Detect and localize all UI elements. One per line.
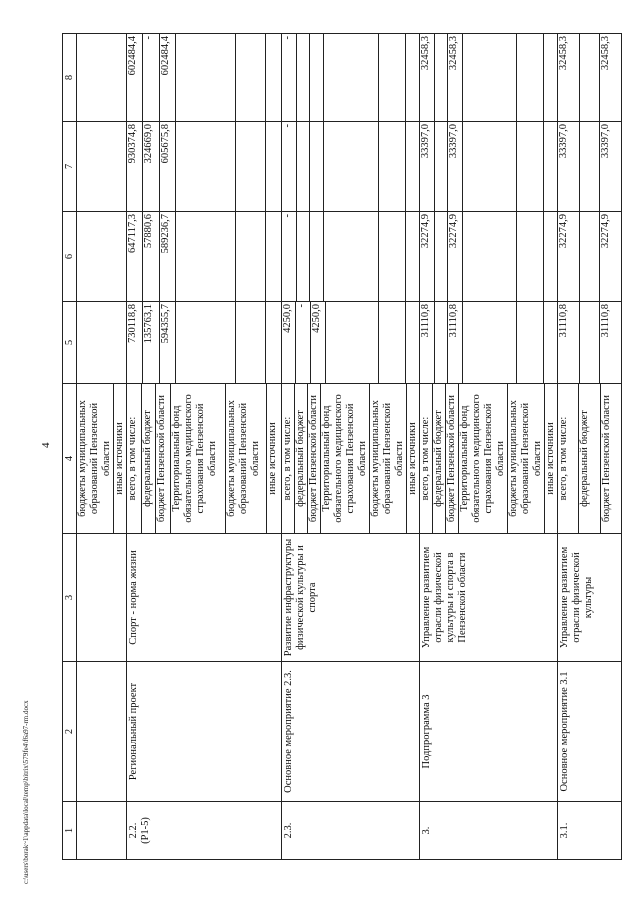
source-row [433, 384, 446, 533]
value-cell [266, 212, 281, 301]
value-column [127, 302, 282, 384]
source-label: Территориальный фонд обязательного медицинского страхования Пензенской области [321, 384, 370, 533]
source-row [407, 384, 420, 533]
value-row [266, 212, 281, 301]
value-column [282, 122, 420, 212]
value-column [127, 212, 282, 302]
budget-table [62, 33, 622, 860]
value-row [296, 122, 310, 211]
value-column [282, 212, 420, 302]
values-col-5 [558, 302, 621, 383]
value-cell [516, 122, 543, 211]
program-row [420, 34, 558, 860]
value-cell [462, 302, 516, 383]
value-row [378, 122, 405, 211]
value-row [448, 122, 463, 211]
value-row [236, 212, 266, 301]
value-row [434, 34, 448, 121]
header-cell: 7 [63, 122, 77, 212]
value-cell [175, 212, 235, 301]
value-cell [462, 212, 516, 301]
empty-cell [77, 802, 127, 860]
header-cell: 1 [63, 802, 77, 860]
value-row [143, 122, 159, 211]
value-row [296, 34, 310, 121]
value-row [516, 122, 543, 211]
source-row [225, 384, 267, 533]
item-title: Управление развитием отрасли физической культуры и спорта в Пензенской области [420, 534, 558, 662]
value-cell [543, 212, 557, 301]
empty-cell [77, 122, 127, 212]
value-cell: 31110,8 [600, 304, 612, 338]
item-name: Региональный проект [127, 662, 282, 802]
value-row [282, 302, 296, 383]
value-cell [516, 302, 543, 383]
item-number: 2.3. [282, 802, 420, 860]
value-row [143, 212, 159, 301]
value-cell: 602484,4 [127, 34, 143, 121]
values-col-5 [127, 302, 281, 383]
value-column [420, 302, 558, 384]
source-label: бюджет Пензенской области [446, 384, 459, 533]
source-cell [420, 384, 558, 534]
value-cell: - [282, 212, 296, 301]
value-row [143, 34, 159, 121]
value-row [558, 302, 579, 383]
value-cell: 589236,7 [159, 212, 175, 301]
source-cell [282, 384, 420, 534]
value-cell [296, 34, 310, 121]
value-row [420, 212, 434, 301]
value-cell: 32274,9 [420, 212, 434, 301]
values-col-6 [558, 212, 621, 301]
source-row [127, 384, 141, 533]
value-row [159, 212, 175, 301]
value-cell [236, 212, 266, 301]
value-row [266, 302, 281, 383]
values-col-7 [282, 122, 419, 211]
source-label: всего, в том числе: [558, 384, 579, 533]
source-label: федеральный бюджет [433, 384, 446, 533]
value-column [558, 34, 622, 122]
source-label: федеральный бюджет [295, 384, 308, 533]
program-row [558, 34, 622, 860]
value-cell [310, 212, 324, 301]
value-row [296, 212, 310, 301]
source-cell [127, 384, 282, 534]
source-row [545, 384, 558, 533]
value-cell: 4250,0 [282, 302, 296, 383]
value-cell: 602484,4 [159, 34, 175, 121]
empty-cell [77, 534, 127, 662]
header-row [63, 34, 77, 860]
source-row [579, 384, 601, 533]
value-row [296, 302, 311, 383]
item-number: 2.2. (Р1-5) [127, 802, 282, 860]
values-col-8 [127, 34, 281, 121]
value-row [420, 122, 434, 211]
value-row [310, 212, 324, 301]
value-cell: 33397,0 [448, 122, 463, 211]
value-cell [323, 122, 378, 211]
value-cell [434, 34, 448, 121]
value-row [175, 302, 235, 383]
value-cell [310, 34, 324, 121]
value-cell: - [282, 122, 296, 211]
values-col-7 [420, 122, 557, 211]
value-cell [543, 302, 557, 383]
value-cell [406, 302, 419, 383]
value-row [323, 212, 378, 301]
value-row [462, 122, 516, 211]
value-row [600, 302, 621, 383]
value-row [266, 34, 281, 121]
value-cell: 647117,3 [127, 212, 143, 301]
value-cell: 32274,9 [600, 214, 612, 249]
value-row [516, 302, 543, 383]
value-cell [434, 212, 448, 301]
value-row [159, 34, 175, 121]
value-row [434, 122, 448, 211]
value-row [143, 302, 159, 383]
value-row [543, 34, 557, 121]
value-row [600, 212, 621, 301]
item-title: Спорт - норма жизни [127, 534, 282, 662]
value-row [310, 122, 324, 211]
source-label: всего, в том числе: [127, 384, 141, 533]
value-row [175, 34, 235, 121]
value-row [127, 212, 143, 301]
value-cell [236, 122, 266, 211]
value-cell [434, 122, 448, 211]
source-label: иные источники [114, 422, 125, 495]
value-row [406, 302, 419, 383]
value-cell [579, 122, 599, 211]
item-number: 3.1. [558, 802, 622, 860]
value-cell [516, 212, 543, 301]
source-label: иные источники [267, 422, 279, 495]
value-row [462, 34, 516, 121]
value-cell [543, 122, 557, 211]
values-col-6 [420, 212, 557, 301]
value-column [420, 212, 558, 302]
value-row [311, 302, 326, 383]
value-row [405, 212, 419, 301]
source-list [77, 384, 126, 533]
item-name: Подпрограмма 3 [420, 662, 558, 802]
value-row [579, 34, 599, 121]
values-col-8 [420, 34, 557, 121]
source-label: бюджеты муниципальных образований Пензенской области [508, 384, 545, 533]
value-row [558, 122, 579, 211]
value-cell [379, 302, 406, 383]
continuation-row [77, 34, 127, 860]
item-title: Развитие инфраструктуры физической культуры и спорта [282, 534, 420, 662]
empty-cell [77, 34, 127, 122]
value-cell [378, 122, 405, 211]
value-row [434, 302, 448, 383]
value-cell: 31110,8 [420, 302, 434, 383]
value-cell [296, 122, 310, 211]
value-cell [266, 302, 281, 383]
source-row [459, 384, 508, 533]
value-cell: 31110,8 [558, 302, 579, 383]
value-row [558, 34, 579, 121]
value-row [266, 122, 281, 211]
value-cell: 324669,0 [143, 122, 159, 211]
header-cell: 3 [63, 534, 77, 662]
value-cell [266, 34, 281, 121]
value-cell [378, 212, 405, 301]
value-cell [405, 122, 419, 211]
values-col-8 [282, 34, 419, 121]
value-cell [516, 34, 543, 121]
source-label: бюджеты муниципальных образований Пензенской области [370, 384, 407, 533]
source-list [558, 384, 621, 533]
values-col-5 [282, 302, 419, 383]
source-label: Территориальный фонд обязательного медицинского страхования Пензенской области [170, 384, 225, 533]
value-cell: - [143, 34, 159, 121]
value-row [516, 34, 543, 121]
empty-cell [77, 662, 127, 802]
program-row [282, 34, 420, 860]
source-row [370, 384, 407, 533]
source-list [420, 384, 557, 533]
value-row [448, 302, 463, 383]
value-row [159, 122, 175, 211]
value-cell [405, 34, 419, 121]
value-cell: 31110,8 [448, 302, 463, 383]
source-label: федеральный бюджет [579, 384, 601, 533]
value-row [579, 212, 599, 301]
value-column [420, 34, 558, 122]
value-row [236, 302, 266, 383]
value-row [462, 212, 516, 301]
value-column [558, 122, 622, 212]
source-label: бюджет Пензенской области [156, 384, 171, 533]
source-row [308, 384, 321, 533]
value-cell [434, 302, 448, 383]
value-cell: 32458,3 [600, 36, 612, 71]
value-cell [579, 212, 599, 301]
value-row [462, 302, 516, 383]
source-list [282, 384, 419, 533]
value-cell: 605675,8 [159, 122, 175, 211]
value-column [127, 122, 282, 212]
value-row [600, 122, 621, 211]
value-row [543, 212, 557, 301]
header-cell: 2 [63, 662, 77, 802]
program-row [127, 34, 282, 860]
value-cell: - [282, 34, 296, 121]
source-label: бюджеты муниципальных образований Пензенской области [77, 384, 114, 533]
source-row [77, 384, 114, 533]
value-row [543, 122, 557, 211]
values-col-8 [558, 34, 621, 121]
value-row [405, 122, 419, 211]
source-label: всего, в том числе: [420, 384, 433, 533]
source-row [321, 384, 370, 533]
value-row [323, 122, 378, 211]
values-col-6 [127, 212, 281, 301]
source-row [114, 384, 127, 533]
value-cell [310, 122, 324, 211]
source-label: бюджет Пензенской области [308, 384, 321, 533]
value-cell [462, 122, 516, 211]
source-label: федеральный бюджет [141, 384, 156, 533]
value-row [379, 302, 406, 383]
value-cell [405, 212, 419, 301]
value-cell [175, 122, 235, 211]
value-cell: 33397,0 [600, 124, 612, 159]
value-row [236, 34, 266, 121]
source-row [156, 384, 171, 533]
values-col-5 [420, 302, 557, 383]
value-column [282, 34, 420, 122]
source-row [600, 384, 621, 533]
source-row [446, 384, 459, 533]
value-row [127, 34, 143, 121]
value-cell: 33397,0 [420, 122, 434, 211]
value-row [558, 212, 579, 301]
source-row [282, 384, 295, 533]
value-row [516, 212, 543, 301]
value-row [282, 34, 296, 121]
value-row [405, 34, 419, 121]
item-name: Основное мероприятие 2.3. [282, 662, 420, 802]
source-label: иные источники [407, 422, 418, 495]
value-row [159, 302, 175, 383]
source-label: всего, в том числе: [282, 384, 295, 533]
value-cell: 135763,1 [143, 302, 159, 383]
value-cell: 4250,0 [311, 302, 326, 383]
values-col-7 [127, 122, 281, 211]
value-cell [175, 302, 235, 383]
value-row [448, 212, 463, 301]
values-col-7 [558, 122, 621, 211]
header-cell: 6 [63, 212, 77, 302]
value-cell [296, 212, 310, 301]
value-column [420, 122, 558, 212]
source-label: Территориальный фонд обязательного медицинского страхования Пензенской области [459, 384, 508, 533]
header-cell: 4 [63, 384, 77, 534]
value-row [420, 34, 434, 121]
value-cell [323, 34, 378, 121]
value-row [579, 302, 599, 383]
item-number: 3. [420, 802, 558, 860]
value-row [282, 122, 296, 211]
value-cell: 57880,6 [143, 212, 159, 301]
value-row [175, 212, 235, 301]
value-row [579, 122, 599, 211]
value-cell: 32274,9 [448, 212, 463, 301]
value-column [282, 302, 420, 384]
value-row [175, 122, 235, 211]
value-cell [378, 34, 405, 121]
value-cell [543, 34, 557, 121]
empty-cell [77, 302, 127, 384]
value-cell [462, 34, 516, 121]
value-row [127, 122, 143, 211]
value-row [378, 34, 405, 121]
source-row [558, 384, 579, 533]
value-row [127, 302, 143, 383]
value-cell: 32458,3 [448, 34, 463, 121]
value-cell [579, 302, 599, 383]
value-cell: 594355,7 [159, 302, 175, 383]
item-name: Основное мероприятие 3.1 [558, 662, 622, 802]
source-list [127, 384, 281, 533]
item-title: Управление развитием отрасли физической культуры [558, 534, 622, 662]
source-row [170, 384, 225, 533]
value-row [543, 302, 557, 383]
value-column [558, 302, 622, 384]
source-row [267, 384, 281, 533]
value-cell [323, 212, 378, 301]
source-row [295, 384, 308, 533]
empty-cell [77, 212, 127, 302]
value-cell [175, 34, 235, 121]
value-cell: 32274,9 [558, 212, 579, 301]
footer-path: c:\users\borak~1\appdata\local\temp\bitrix\579fe4\f6a97-rm.docx [22, 700, 30, 884]
source-cell [77, 384, 127, 534]
page-number: 4 [40, 442, 52, 448]
value-row [378, 212, 405, 301]
value-row [448, 34, 463, 121]
value-cell [266, 122, 281, 211]
value-row [323, 34, 378, 121]
values-col-6 [282, 212, 419, 301]
value-row [282, 212, 296, 301]
source-row [420, 384, 433, 533]
source-label: бюджет Пензенской области [600, 394, 612, 523]
value-row [310, 34, 324, 121]
value-column [558, 212, 622, 302]
header-cell: 8 [63, 34, 77, 122]
value-row [236, 122, 266, 211]
value-cell [579, 34, 599, 121]
value-cell [325, 302, 379, 383]
source-row [141, 384, 156, 533]
value-cell: 930374,8 [127, 122, 143, 211]
value-cell: 730118,8 [127, 302, 143, 383]
value-row [600, 34, 621, 121]
value-cell: 33397,0 [558, 122, 579, 211]
source-cell [558, 384, 622, 534]
value-cell: 32458,3 [558, 34, 579, 121]
value-row [420, 302, 434, 383]
value-cell [236, 34, 266, 121]
rotated-page [62, 34, 612, 860]
value-cell: 32458,3 [420, 34, 434, 121]
source-row [508, 384, 545, 533]
value-row [325, 302, 379, 383]
value-cell [236, 302, 266, 383]
value-row [434, 212, 448, 301]
source-label: иные источники [545, 422, 556, 495]
value-cell: - [296, 302, 311, 383]
value-column [127, 34, 282, 122]
source-label: бюджеты муниципальных образований Пензенской области [225, 384, 267, 533]
header-cell: 5 [63, 302, 77, 384]
